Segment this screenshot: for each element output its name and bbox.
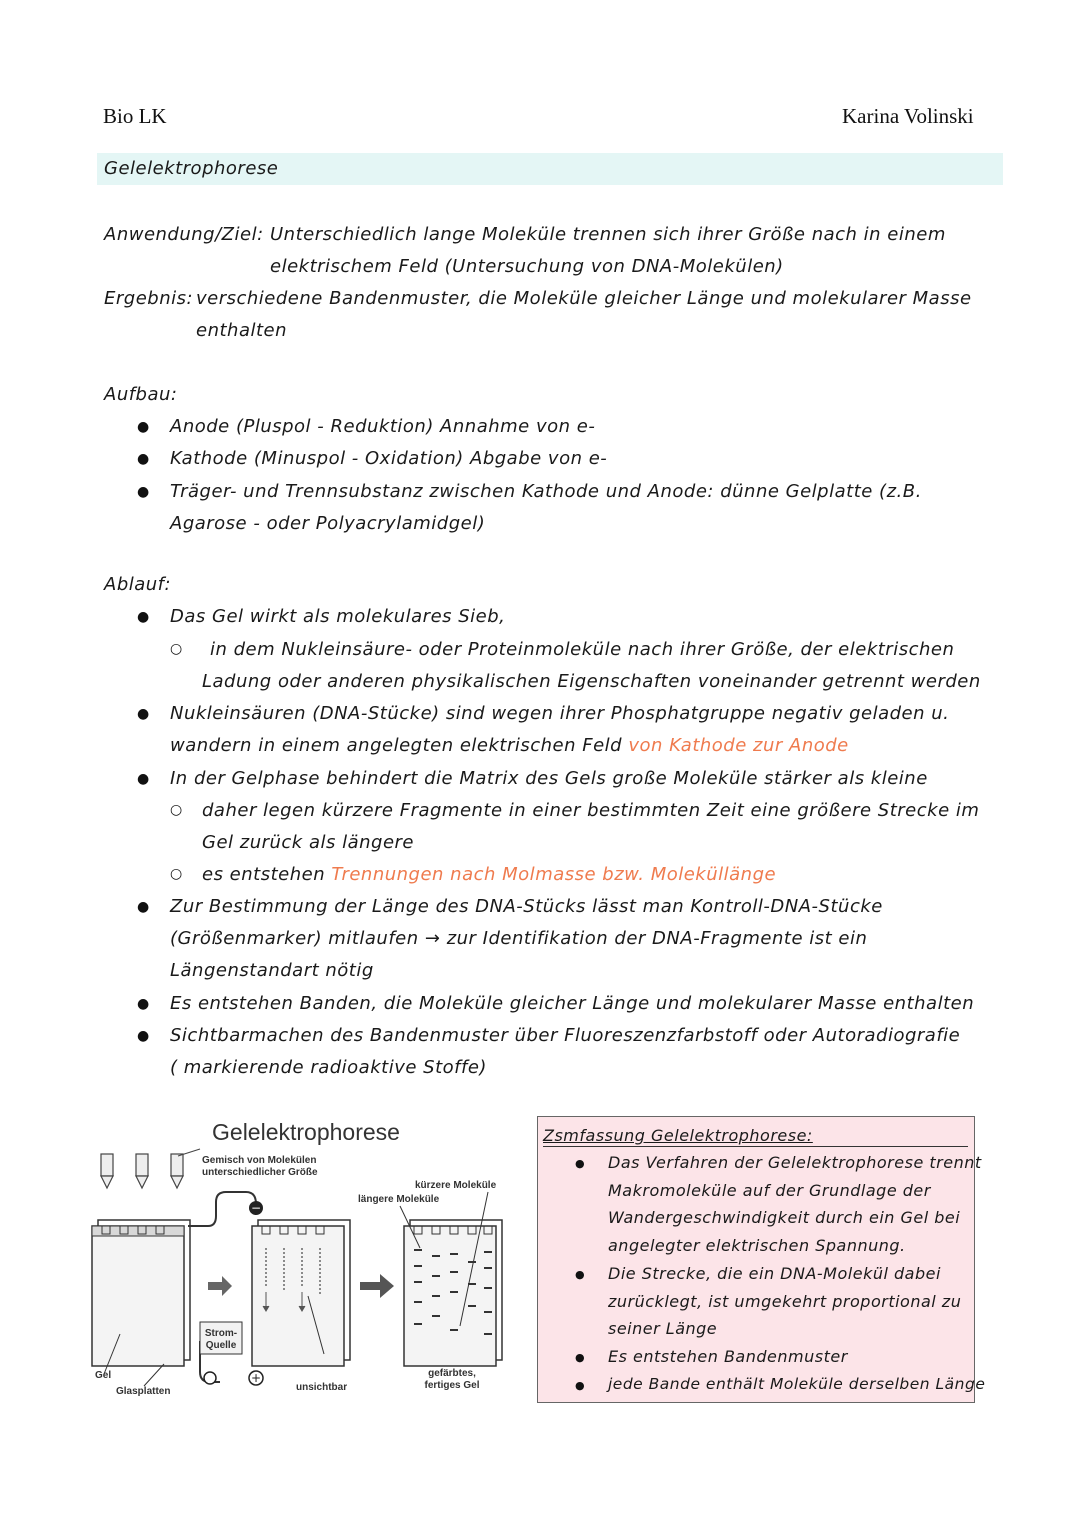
gel-plate-1 xyxy=(92,1220,190,1366)
summary-line-9: jede Bande enthält Moleküle derselben Länge xyxy=(608,1375,986,1393)
ergebnis-text-1: verschiedene Bandenmuster, die Moleküle gleicher Länge und molekularer Masse xyxy=(196,288,972,309)
summary-line-1: Das Verfahren der Gelelektrophorese trennt xyxy=(608,1153,982,1172)
ergebnis-label: Ergebnis: xyxy=(104,288,194,309)
ablauf-line-8: Gel zurück als längere xyxy=(202,832,414,853)
ablauf-line-1: Das Gel wirkt als molekulares Sieb, xyxy=(170,606,506,627)
bullet: ● xyxy=(137,706,150,722)
bullet: ● xyxy=(575,1268,585,1281)
summary-line-4: angelegter elektrischen Spannung. xyxy=(608,1236,906,1255)
ablauf-line-15: ( markierende radioaktive Stoffe) xyxy=(170,1057,487,1078)
label-glasplatten: Glasplatten xyxy=(116,1386,171,1397)
gel-plate-3 xyxy=(404,1220,502,1366)
arrow-right-icon xyxy=(360,1274,394,1298)
summary-title: Zsmfassung Gelelektrophorese: xyxy=(543,1126,813,1145)
ablauf-line-9-text: es entstehen xyxy=(202,864,332,885)
aufbau-item-traeger-2: Agarose - oder Polyacrylamidgel) xyxy=(170,513,486,534)
summary-title-rule xyxy=(543,1146,968,1147)
header-author: Karina Volinski xyxy=(842,104,974,128)
aufbau-item-kathode: Kathode (Minuspol - Oxidation) Abgabe von e- xyxy=(170,448,608,469)
minus-sign: − xyxy=(250,1201,262,1215)
pipette-icon xyxy=(101,1154,183,1188)
bullet: ● xyxy=(137,451,150,467)
summary-line-7: seiner Länge xyxy=(608,1319,718,1338)
ablauf-line-13: Es entstehen Banden, die Moleküle gleicher Länge und molekularer Masse enthalten xyxy=(170,993,975,1014)
ablauf-heading: Ablauf: xyxy=(104,574,172,595)
summary-line-2: Makromoleküle auf der Grundlage der xyxy=(608,1181,931,1200)
ablauf-line-5-text: wandern in einem angelegten elektrischen Feld xyxy=(170,735,629,756)
label-strom-2: Quelle xyxy=(205,1340,237,1351)
plus-terminal-icon xyxy=(204,1372,216,1384)
header-subject: Bio LK xyxy=(103,104,167,128)
bullet: ● xyxy=(137,996,150,1012)
sub-bullet: ○ xyxy=(170,641,183,657)
bullet: ● xyxy=(137,899,150,915)
label-gemisch-1: Gemisch von Molekülen xyxy=(202,1155,317,1166)
summary-line-5: Die Strecke, die ein DNA-Molekül dabei xyxy=(608,1264,941,1283)
ablauf-line-10: Zur Bestimmung der Länge des DNA-Stücks lässt man Kontroll-DNA-Stücke xyxy=(170,896,883,917)
page-title: Gelelektrophorese xyxy=(104,158,279,179)
ablauf-highlight-trennungen: Trennungen nach Molmasse bzw. Moleküllänge xyxy=(331,864,777,885)
bullet: ● xyxy=(137,419,150,435)
ablauf-line-6: In der Gelphase behindert die Matrix des Gels große Moleküle stärker als kleine xyxy=(170,768,928,789)
ablauf-line-9 xyxy=(202,864,776,885)
label-gel: Gel xyxy=(95,1370,112,1381)
ablauf-highlight-kathode-anode: von Kathode zur Anode xyxy=(628,735,849,756)
anwendung-label: Anwendung/Ziel: xyxy=(104,224,264,245)
summary-line-3: Wandergeschwindigkeit durch ein Gel bei xyxy=(608,1208,961,1227)
ablauf-line-5 xyxy=(170,735,849,756)
ablauf-line-7: daher legen kürzere Fragmente in einer bestimmten Zeit eine größere Strecke im xyxy=(202,800,980,821)
bullet: ● xyxy=(137,1028,150,1044)
plus-sign: + xyxy=(250,1371,262,1385)
gel-electrophoresis-diagram xyxy=(88,1116,528,1406)
label-strom-1: Strom- xyxy=(204,1328,238,1339)
ablauf-line-11: (Größenmarker) mitlaufen → zur Identifikation der DNA-Fragmente ist ein xyxy=(170,928,868,949)
aufbau-heading: Aufbau: xyxy=(104,384,178,405)
anwendung-text-1: Unterschiedlich lange Moleküle trennen sich ihrer Größe nach in einem xyxy=(270,224,946,245)
label-gemisch-2: unterschiedlicher Größe xyxy=(202,1167,318,1178)
summary-line-6: zurücklegt, ist umgekehrt proportional zu xyxy=(608,1292,962,1311)
ablauf-line-3: Ladung oder anderen physikalischen Eigenschaften voneinander getrennt werden xyxy=(202,671,981,692)
aufbau-item-anode: Anode (Pluspol - Reduktion) Annahme von e- xyxy=(170,416,596,437)
arrow-right-icon xyxy=(208,1276,232,1296)
ablauf-line-2: in dem Nukleinsäure- oder Proteinmoleküle nach ihrer Größe, der elektrischen xyxy=(210,639,955,660)
diagram-title: Gelelektrophorese xyxy=(212,1119,400,1145)
label-gefaerbtes-1: gefärbtes, xyxy=(428,1368,476,1379)
bullet: ● xyxy=(137,771,150,787)
label-gefaerbtes-2: fertiges Gel xyxy=(424,1380,480,1391)
bullet: ● xyxy=(137,609,150,625)
ablauf-line-4: Nukleinsäuren (DNA-Stücke) sind wegen ihrer Phosphatgruppe negativ geladen u. xyxy=(170,703,950,724)
label-kuerzere-molekuele: kürzere Moleküle xyxy=(415,1180,497,1191)
label-laengere-molekuele: längere Moleküle xyxy=(358,1194,440,1205)
ablauf-line-12: Längenstandart nötig xyxy=(170,960,374,981)
ablauf-line-14: Sichtbarmachen des Bandenmuster über Fluoreszenzfarbstoff oder Autoradiografie xyxy=(170,1025,961,1046)
sub-bullet: ○ xyxy=(170,802,183,818)
sub-bullet: ○ xyxy=(170,866,183,882)
bullet: ● xyxy=(137,484,150,500)
bullet: ● xyxy=(575,1157,585,1170)
ergebnis-text-2: enthalten xyxy=(196,320,288,341)
anwendung-text-2: elektrischem Feld (Untersuchung von DNA-Molekülen) xyxy=(270,256,784,277)
bullet: ● xyxy=(575,1379,585,1392)
bullet: ● xyxy=(575,1351,585,1364)
label-unsichtbar: unsichtbar xyxy=(296,1382,348,1393)
summary-line-8: Es entstehen Bandenmuster xyxy=(608,1347,848,1366)
aufbau-item-traeger-1: Träger- und Trennsubstanz zwischen Kathode und Anode: dünne Gelplatte (z.B. xyxy=(170,481,922,502)
gel-plate-2 xyxy=(252,1220,350,1366)
